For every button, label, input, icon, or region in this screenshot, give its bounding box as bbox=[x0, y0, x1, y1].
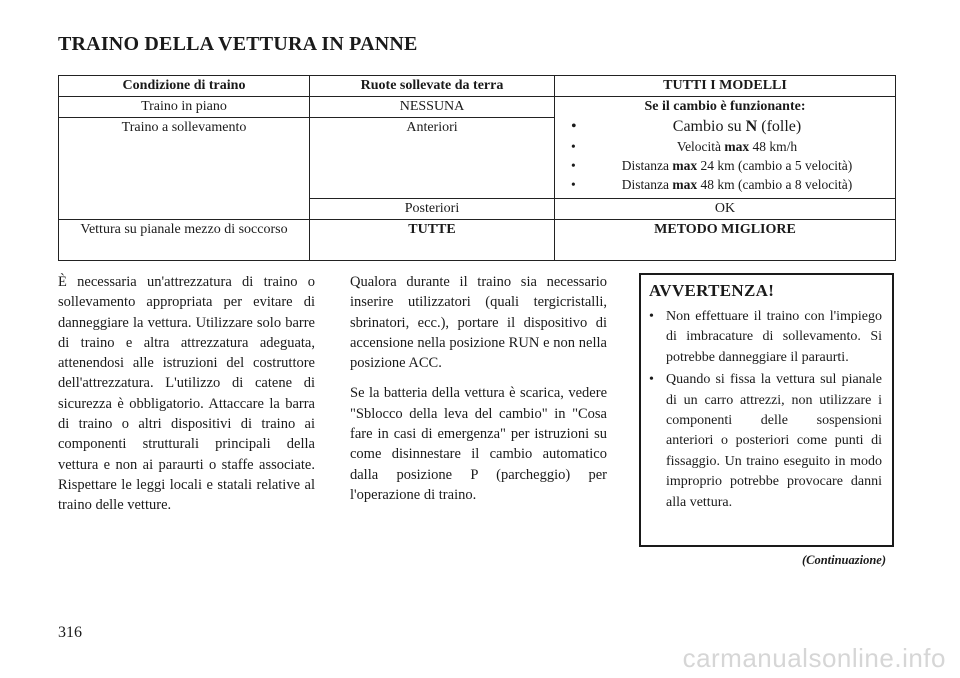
paragraph: Se la batteria della vettura è scarica, vedere "Sblocco della leva del cambio" in "Cosa fare in casi di emergenza" per istruzioni su come disinnestare il cambio automatico dalla posizione P (parcheggio) per l'operazione di traino. bbox=[350, 385, 607, 503]
list-item: • Quando si fissa la vettura sul pianale di un carro attrezzi, non utilizzare i componenti delle sospensioni anteriori o posteriori come punti di fissaggio. Un traino eseguito in modo improprio potrebbe provocare danni alla vettura. bbox=[649, 370, 882, 513]
page-number: 316 bbox=[58, 624, 82, 641]
cell-wheels: Posteriori bbox=[310, 199, 555, 220]
cell-wheels: Anteriori bbox=[310, 118, 555, 199]
list-item: • Distanza max 48 km (cambio a 8 velocità) bbox=[575, 175, 889, 194]
cell-wheels: NESSUNA bbox=[310, 97, 555, 118]
continuation-note: (Continuazione) bbox=[801, 553, 886, 567]
list-item: • Velocità max 48 km/h bbox=[575, 137, 889, 156]
cell-towing-notes bbox=[555, 97, 896, 199]
cell-condition: Vettura su pianale mezzo di soccorso bbox=[59, 220, 310, 261]
paragraph: Qualora durante il traino sia necessario inserire utilizzatori (quali tergicristalli, sbrinatori, ecc.), portare il dispositivo di accensione nella posizione RUN e non nella posizione ACC. bbox=[350, 274, 607, 372]
cell-condition: Traino a sollevamento bbox=[59, 118, 310, 220]
table-header-row bbox=[59, 76, 896, 97]
header-condition: Condizione di traino bbox=[59, 76, 310, 97]
warning-title: AVVERTENZA! bbox=[649, 281, 775, 300]
table-row bbox=[59, 220, 896, 261]
cell-condition: Traino in piano bbox=[59, 97, 310, 118]
warning-list bbox=[649, 307, 882, 513]
table-row bbox=[59, 97, 896, 118]
header-models: TUTTI I MODELLI bbox=[555, 76, 896, 97]
text-column-middle bbox=[350, 272, 607, 515]
site-watermark: carmanualsonline.info bbox=[682, 643, 946, 673]
towing-table bbox=[58, 75, 896, 261]
cell-models: OK bbox=[555, 199, 896, 220]
list-item: • Non effettuare il traino con l'impiego di imbracature di sollevamento. Si potrebbe danneggiare il paraurti. bbox=[649, 307, 882, 368]
page-title: TRAINO DELLA VETTURA IN PANNE bbox=[58, 33, 418, 55]
cell-models: METODO MIGLIORE bbox=[555, 220, 896, 261]
notes-heading: Se il cambio è funzionante: bbox=[644, 99, 806, 114]
text-column-left bbox=[58, 272, 315, 526]
notes-list bbox=[561, 116, 889, 194]
header-wheels: Ruote sollevate da terra bbox=[310, 76, 555, 97]
paragraph: È necessaria un'attrezzatura di traino o sollevamento appropriata per evitare di danneggiare la vettura. Utilizzare solo barre di traino e altra attrezzatura adeguata, attenendosi alle istruzioni del costruttore dell'attrezzatura. L'utilizzo di catene di sicurezza è obbligatorio. Attaccare la barra di traino o altri dispositivi di traino ai componenti strutturali principali della vettura e non ai paraurti o staffe associate. Rispettare le leggi locali e statali relative al traino delle vetture. bbox=[58, 274, 315, 514]
cell-wheels: TUTTE bbox=[310, 220, 555, 261]
list-item: • Distanza max 24 km (cambio a 5 velocità) bbox=[575, 156, 889, 175]
warning-box bbox=[639, 273, 894, 547]
list-item: • Cambio su N (folle) bbox=[575, 116, 889, 137]
